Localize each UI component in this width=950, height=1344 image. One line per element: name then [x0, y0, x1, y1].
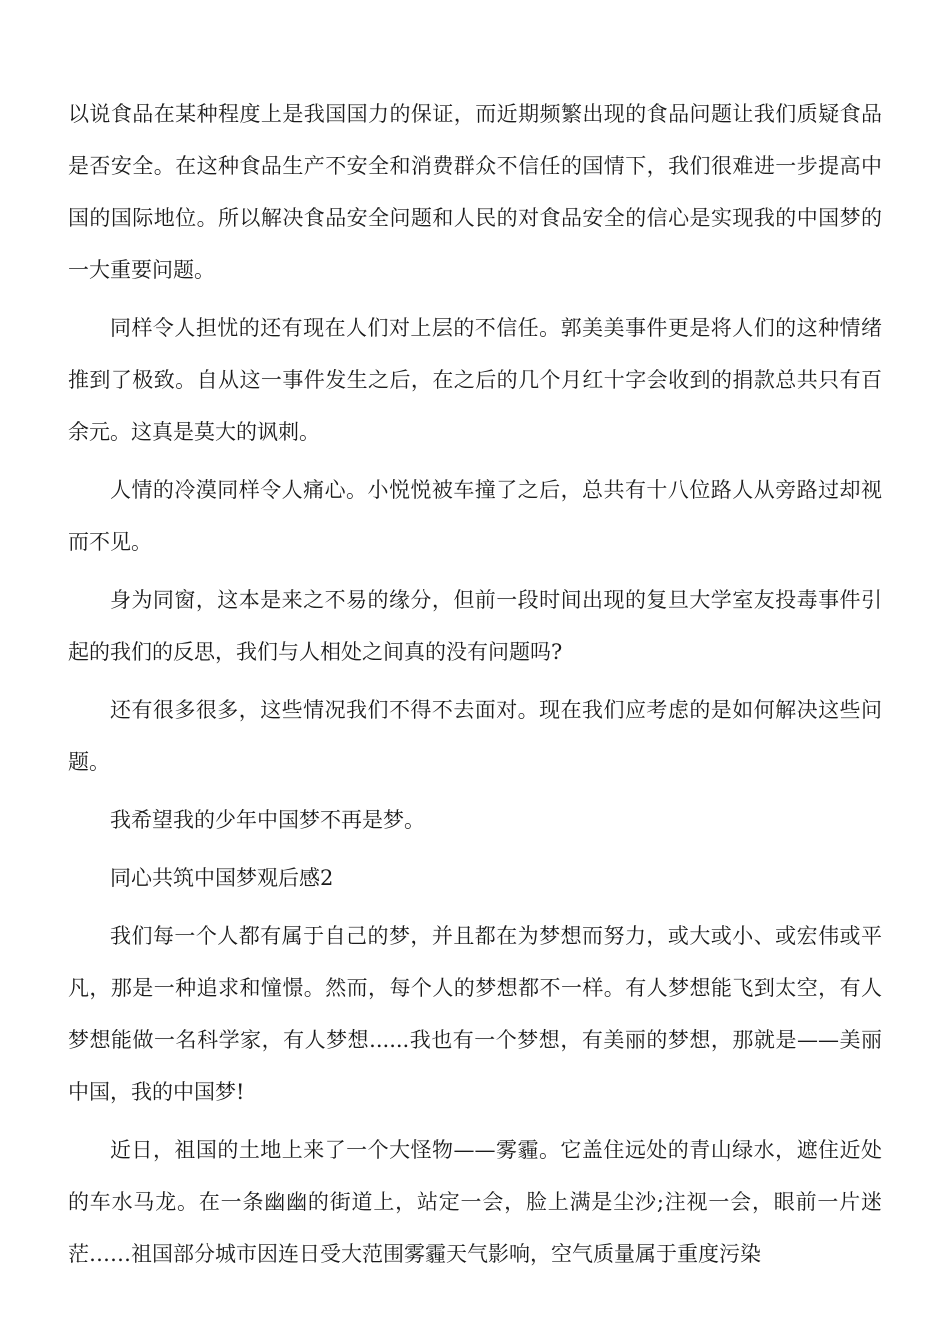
paragraph-many-problems: 还有很多很多，这些情况我们不得不去面对。现在我们应考虑的是如何解决这些问题。	[68, 698, 882, 774]
paragraph-distrust: 同样令人担忧的还有现在人们对上层的不信任。郭美美事件更是将人们的这种情绪推到了极致。自从这一事件发生之后，在之后的几个月红十字会收到的捐款总共只有百余元。这真是莫大的讽刺。	[68, 316, 882, 444]
paragraph-food-safety: 以说食品在某种程度上是我国国力的保证，而近期频繁出现的食品问题让我们质疑食品是否安全。在这种食品生产不安全和消费群众不信任的国情下，我们很难进一步提高中国的国际地位。所以解决食品安全问题和人民的对食品安全的信心是实现我的中国梦的一大重要问题。	[68, 102, 882, 282]
paragraph-smog: 近日，祖国的土地上来了一个大怪物——雾霾。它盖住远处的青山绿水，遮住近处的车水马龙。在一条幽幽的街道上，站定一会，脸上满是尘沙;注视一会，眼前一片迷茫……祖国部分城市因连日受大范围雾霾天气影响，空气质量属于重度污染	[68, 1138, 882, 1266]
document-page	[68, 88, 882, 1286]
section-title: 同心共筑中国梦观后感2	[110, 866, 334, 890]
paragraph-indifference: 人情的冷漠同样令人痛心。小悦悦被车撞了之后，总共有十八位路人从旁路过却视而不见。	[68, 478, 882, 554]
paragraph-classmates: 身为同窗，这本是来之不易的缘分，但前一段时间出现的复旦大学室友投毒事件引起的我们的反思，我们与人相处之间真的没有问题吗?	[68, 588, 882, 664]
paragraph-dreams: 我们每一个人都有属于自己的梦，并且都在为梦想而努力，或大或小、或宏伟或平凡，那是一种追求和憧憬。然而，每个人的梦想都不一样。有人梦想能飞到太空，有人梦想能做一名科学家，有人梦想......我也有一个梦想，有美丽的梦想，那就是——美丽中国，我的中国梦!	[68, 924, 882, 1104]
paragraph-hope: 我希望我的少年中国梦不再是梦。	[110, 808, 425, 832]
